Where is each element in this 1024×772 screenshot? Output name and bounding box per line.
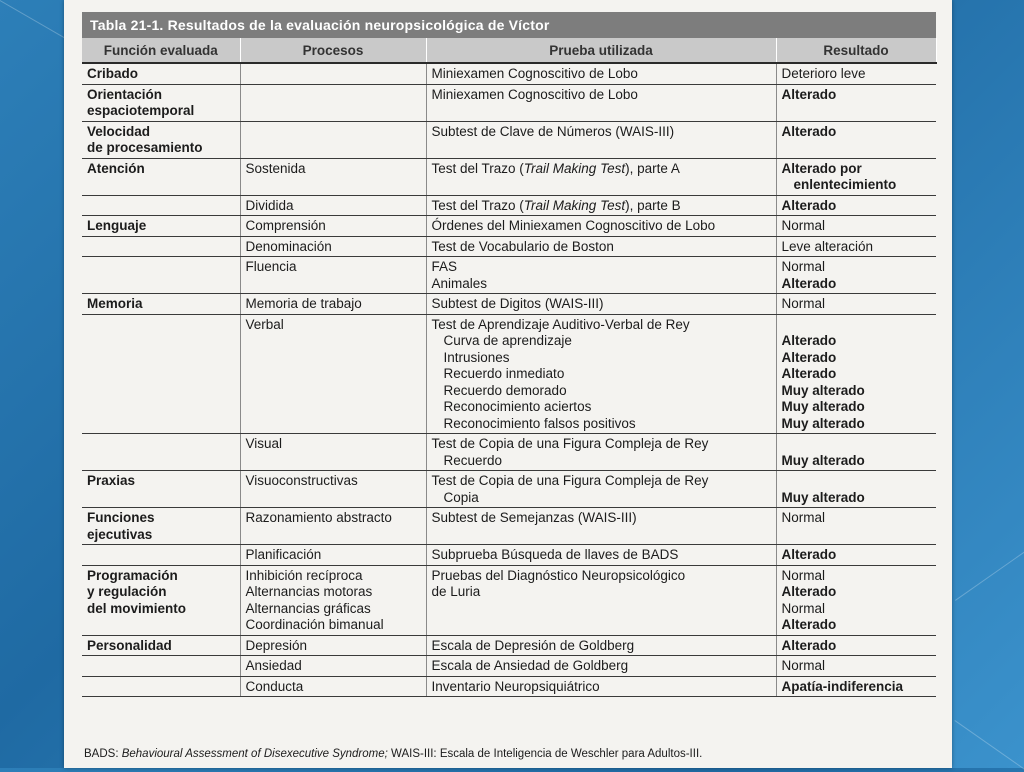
table-row [82,545,936,566]
cell-resultado: Normal [776,294,936,315]
cell-procesos [240,121,426,158]
cell-resultado: Normal Alterado Normal Alterado [776,565,936,635]
cell-resultado: Normal Alterado [776,257,936,294]
cell-funcion: Atención [82,158,240,195]
header-prueba: Prueba utilizada [426,38,776,63]
table-row [82,314,936,434]
cell-prueba: FAS Animales [426,257,776,294]
cell-resultado: Leve alteración [776,236,936,257]
cell-prueba: Subtest de Digitos (WAIS-III) [426,294,776,315]
background-decor-line [954,720,1024,772]
cell-prueba: Miniexamen Cognoscitivo de Lobo [426,84,776,121]
cell-prueba: Subtest de Semejanzas (WAIS-III) [426,508,776,545]
cell-procesos: Planificación [240,545,426,566]
cell-prueba: Test del Trazo (Trail Making Test), parte B [426,195,776,216]
cell-resultado: Alterado Alterado Alterado Muy alterado Muy alterado Muy alterado [776,314,936,434]
cell-funcion: Velocidad de procesamiento [82,121,240,158]
cell-procesos: Memoria de trabajo [240,294,426,315]
table-row [82,676,936,697]
cell-funcion: Programación y regulación del movimiento [82,565,240,635]
cell-resultado: Normal [776,216,936,237]
cell-funcion: Orientación espaciotemporal [82,84,240,121]
cell-funcion: Lenguaje [82,216,240,237]
cell-prueba: Test del Trazo (Trail Making Test), parte A [426,158,776,195]
cell-procesos: Inhibición recíproca Alternancias motoras Alternancias gráficas Coordinación bimanual [240,565,426,635]
cell-funcion [82,257,240,294]
cell-procesos [240,84,426,121]
cell-procesos [240,63,426,84]
table-row [82,216,936,237]
cell-funcion: Funciones ejecutivas [82,508,240,545]
cell-resultado: Alterado [776,545,936,566]
cell-prueba: Órdenes del Miniexamen Cognoscitivo de Lobo [426,216,776,237]
table-header-row [82,38,936,63]
cell-resultado: Normal [776,656,936,677]
table-row [82,158,936,195]
table-row [82,434,936,471]
cell-funcion [82,195,240,216]
cell-prueba: Test de Aprendizaje Auditivo-Verbal de Rey Curva de aprendizaje Intrusiones Recuerdo inmediato Recuerdo demorado Reconocimiento aciertos Reconocimiento falsos positivos [426,314,776,434]
table-row [82,656,936,677]
cell-funcion: Cribado [82,63,240,84]
footnote-wais-text: WAIS-III: Escala de Inteligencia de Weschler para Adultos-III. [391,748,703,760]
table-row [82,236,936,257]
results-table [82,38,937,697]
table-row [82,635,936,656]
header-procesos: Procesos [240,38,426,63]
footnote-bads-abbr: BADS: [84,748,119,760]
cell-resultado: Muy alterado [776,471,936,508]
table-row [82,63,936,84]
table-footnote [84,748,944,760]
cell-resultado: Alterado [776,195,936,216]
cell-funcion: Personalidad [82,635,240,656]
cell-procesos: Fluencia [240,257,426,294]
cell-procesos: Visuoconstructivas [240,471,426,508]
cell-prueba: Test de Vocabulario de Boston [426,236,776,257]
cell-resultado: Alterado [776,84,936,121]
cell-procesos: Sostenida [240,158,426,195]
cell-procesos: Razonamiento abstracto [240,508,426,545]
cell-resultado: Normal [776,508,936,545]
cell-resultado: Apatía-indiferencia [776,676,936,697]
cell-procesos: Conducta [240,676,426,697]
footnote-bads-text: Behavioural Assessment of Disexecutive Syndrome; [121,748,388,760]
cell-prueba: Escala de Ansiedad de Goldberg [426,656,776,677]
cell-prueba: Miniexamen Cognoscitivo de Lobo [426,63,776,84]
cell-procesos: Dividida [240,195,426,216]
cell-procesos: Visual [240,434,426,471]
cell-prueba: Pruebas del Diagnóstico Neuropsicológico de Luria [426,565,776,635]
header-resultado: Resultado [776,38,936,63]
cell-funcion [82,434,240,471]
background-decor-line [955,548,1024,600]
cell-funcion: Praxias [82,471,240,508]
cell-funcion [82,676,240,697]
header-funcion: Función evaluada [82,38,240,63]
cell-resultado: Alterado [776,121,936,158]
cell-prueba: Subprueba Búsqueda de llaves de BADS [426,545,776,566]
cell-funcion [82,314,240,434]
cell-prueba: Inventario Neuropsiquiátrico [426,676,776,697]
table-row [82,121,936,158]
table-row [82,508,936,545]
document-page [64,0,952,768]
cell-resultado: Alterado por enlentecimiento [776,158,936,195]
cell-funcion: Memoria [82,294,240,315]
table-body [82,63,936,697]
cell-funcion [82,545,240,566]
cell-prueba: Test de Copia de una Figura Compleja de Rey Recuerdo [426,434,776,471]
table-row [82,565,936,635]
table-row [82,195,936,216]
table-row [82,294,936,315]
cell-procesos: Denominación [240,236,426,257]
cell-resultado: Deterioro leve [776,63,936,84]
cell-funcion [82,656,240,677]
cell-prueba: Test de Copia de una Figura Compleja de Rey Copia [426,471,776,508]
cell-prueba: Escala de Depresión de Goldberg [426,635,776,656]
table-row [82,84,936,121]
cell-prueba: Subtest de Clave de Números (WAIS-III) [426,121,776,158]
table-row [82,471,936,508]
cell-procesos: Depresión [240,635,426,656]
cell-resultado: Alterado [776,635,936,656]
cell-procesos: Comprensión [240,216,426,237]
cell-procesos: Verbal [240,314,426,434]
table-caption: Tabla 21-1. Resultados de la evaluación neuropsicológica de Víctor [82,12,936,38]
cell-resultado: Muy alterado [776,434,936,471]
cell-funcion [82,236,240,257]
table-row [82,257,936,294]
cell-procesos: Ansiedad [240,656,426,677]
